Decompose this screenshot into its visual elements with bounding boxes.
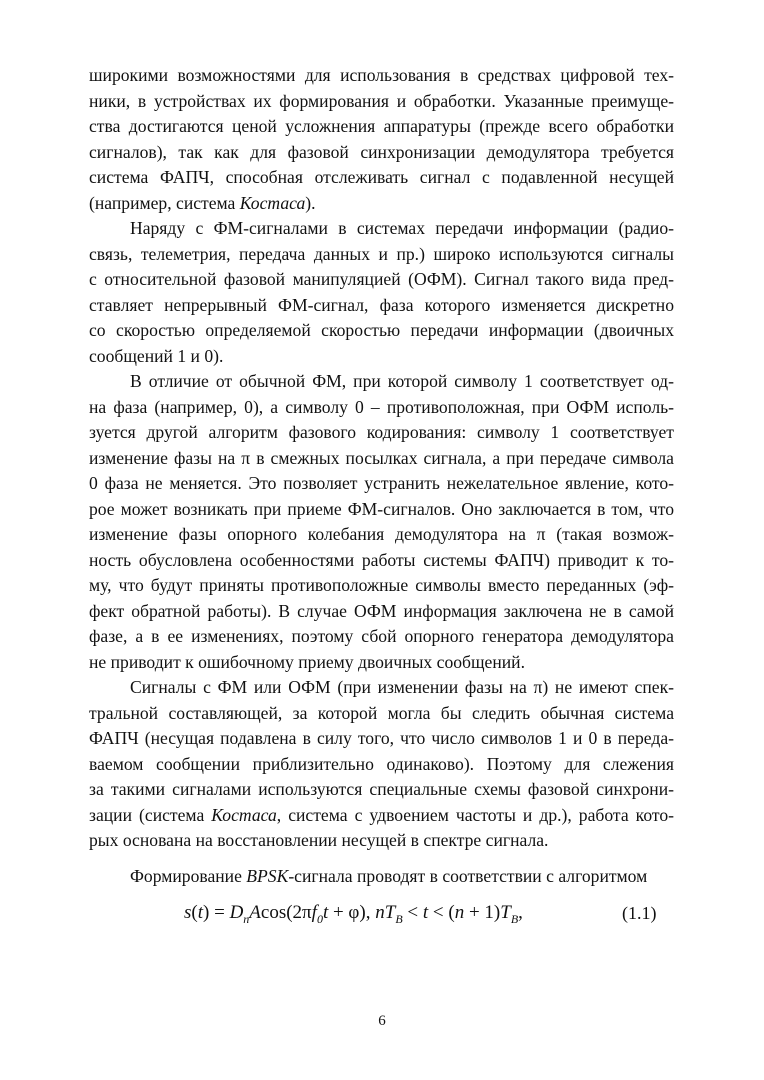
text-line: сообщений 1 и 0). bbox=[89, 345, 224, 366]
text-line: Сигналы с ФМ или ОФМ (при изменении фазы на π) не имеют спек- bbox=[130, 677, 674, 697]
text-line: за такими сигналами используются специальные схемы фазовой синхрони- bbox=[89, 779, 674, 799]
text-line: сигналов), так как для фазовой синхронизации демодулятора требуется bbox=[89, 141, 674, 162]
text-line: (например, система Костаса). bbox=[89, 192, 316, 213]
text-line: ства достигаются ценой усложнения аппаратуры (прежде всего обработки bbox=[89, 116, 674, 136]
text-line: широкими возможностями для использования в средствах цифровой тех- bbox=[89, 65, 674, 85]
text-line: Наряду с ФМ-сигналами в системах передачи информации (радио- bbox=[130, 218, 674, 238]
paragraph bbox=[89, 216, 674, 369]
text-line: ники, в устройствах их формирования и обработки. Указанные преимуще- bbox=[89, 90, 674, 111]
text-line: ность обусловлена особенностями работы системы ФАПЧ) приводит к то- bbox=[89, 549, 674, 570]
text-line: не приводит к ошибочному приему двоичных сообщений. bbox=[89, 651, 525, 672]
paragraph bbox=[89, 675, 674, 854]
text-line: му, что будут приняты противоположные символы вместо переданных (эф- bbox=[89, 575, 674, 595]
text-line: В отличие от обычной ФМ, при которой символу 1 соответствует од- bbox=[130, 371, 674, 391]
text-line: со скоростью определяемой скоростью передачи информации (двоичных bbox=[89, 320, 674, 340]
text-line: изменение фазы на π в смежных посылках сигнала, а при передаче символа bbox=[89, 447, 674, 468]
text-line: изменение фазы опорного колебания демодулятора на π (такая возмож- bbox=[89, 524, 674, 544]
equation-number: (1.1) bbox=[622, 903, 657, 923]
text-line: ваемом сообщении приблизительно одинаково). Поэтому для слежения bbox=[89, 753, 674, 774]
text-line: ставляет непрерывный ФМ-сигнал, фаза которого изменяется дискретно bbox=[89, 294, 674, 315]
text-line: зации (система Костаса, система с удвоением частоты и др.), работа кото- bbox=[89, 804, 674, 825]
text-line: связь, телеметрия, передача данных и пр.) широко используются сигналы bbox=[89, 243, 674, 264]
equation: $s(t) = D_nAcos(2\pi f_0t + \varphi)$, $nT_B < t < (n + 1)T_B$, bbox=[184, 902, 523, 926]
text-line: на фаза (например, 0), а символу 0 – противоположная, при ОФМ исполь- bbox=[89, 396, 674, 417]
paragraph bbox=[89, 63, 674, 216]
text-line: с относительной фазовой манипуляцией (ОФМ). Сигнал такого вида пред- bbox=[89, 269, 674, 289]
text-line: 0 фаза не меняется. Это позволяет устранить нежелательное явление, кото- bbox=[89, 473, 674, 493]
text-line: рое может возникать при приеме ФМ-сигналов. Оно заключается в том, что bbox=[89, 498, 674, 519]
paragraph bbox=[89, 369, 674, 675]
text-line: ФАПЧ (несущая подавлена в силу того, что число символов 1 и 0 в переда- bbox=[89, 728, 674, 748]
text-line: фазе, а в ее изменениях, поэтому сбой опорного генератора демодулятора bbox=[89, 626, 674, 646]
paragraph bbox=[89, 864, 674, 890]
text-line: Формирование BPSK-сигнала проводят в соответствии с алгоритмом bbox=[130, 865, 648, 886]
body-text bbox=[89, 63, 674, 889]
text-line: рых основана на восстановлении несущей в спектре сигнала. bbox=[89, 830, 549, 850]
text-line: система ФАПЧ, способная отслеживать сигнал с подавленной несущей bbox=[89, 167, 674, 187]
text-line: зуется другой алгоритм фазового кодирования: символу 1 соответствует bbox=[89, 422, 674, 442]
text-line: фект обратной работы). В случае ОФМ информация заключена не в самой bbox=[89, 600, 674, 621]
page-number: 6 bbox=[378, 1013, 386, 1029]
text-line: тральной составляющей, за которой могла бы следить обычная система bbox=[89, 702, 674, 723]
